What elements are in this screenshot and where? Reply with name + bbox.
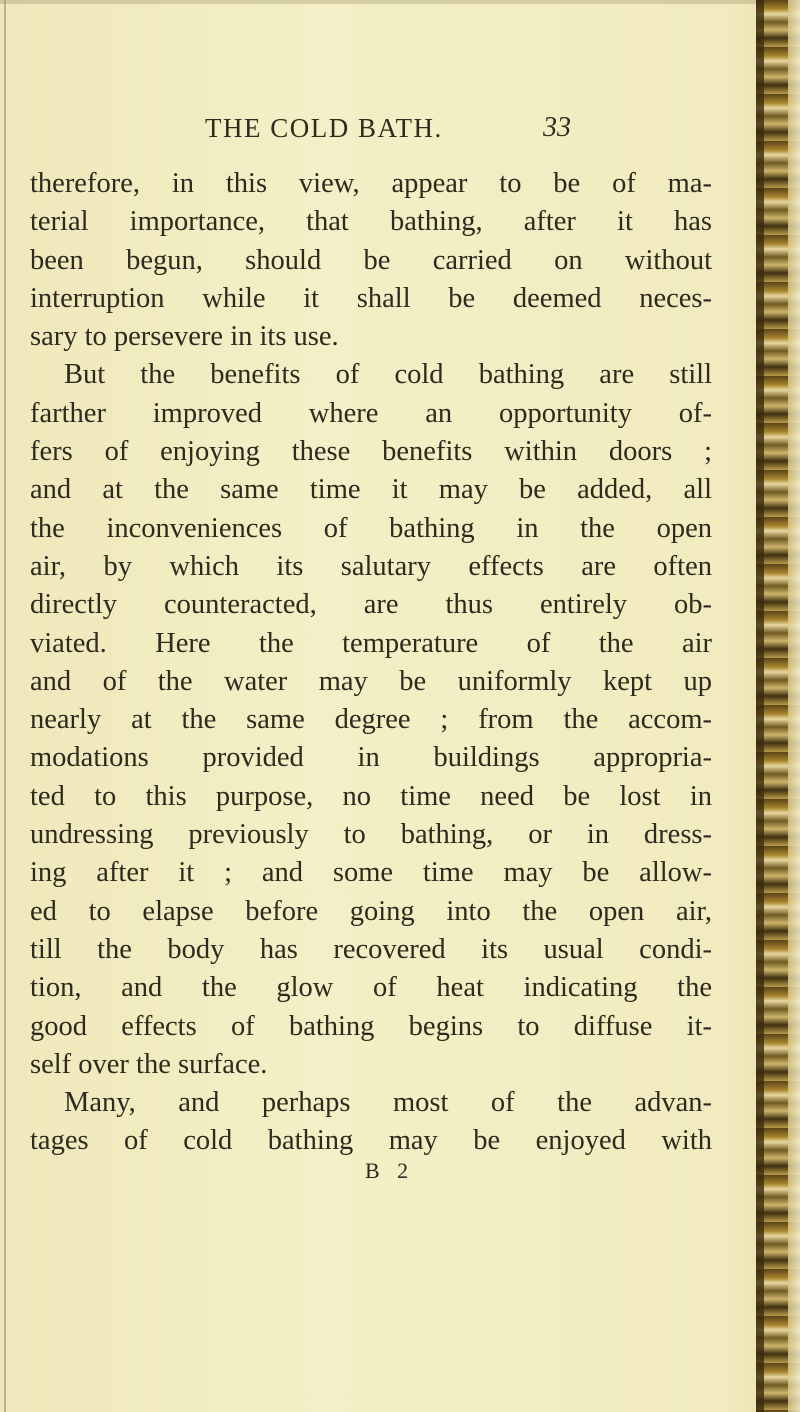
text-line: fers of enjoying these benefits within doors ;	[30, 436, 712, 468]
text-line: Many, and perhaps most of the advan-	[64, 1087, 712, 1119]
text-line: been begun, should be carried on without	[30, 244, 712, 276]
page-header	[200, 113, 670, 153]
text-line: farther improved where an opportunity of-	[30, 397, 712, 429]
text-line: tion, and the glow of heat indicating the	[30, 972, 712, 1004]
text-line: terial importance, that bathing, after it has	[30, 206, 712, 238]
text-line: till the body has recovered its usual condi-	[30, 933, 712, 965]
text-line: therefore, in this view, appear to be of ma-	[30, 168, 712, 199]
text-line: directly counteracted, are thus entirely ob-	[30, 589, 712, 621]
text-line: and at the same time it may be added, all	[30, 474, 712, 506]
marbled-book-edge	[756, 0, 800, 1412]
text-line: ing after it ; and some time may be allow-	[30, 857, 712, 889]
text-line: the inconveniences of bathing in the open	[30, 512, 712, 544]
text-line: and of the water may be uniformly kept up	[30, 665, 712, 697]
text-line: interruption while it shall be deemed neces-	[30, 282, 712, 314]
text-line: viated. Here the temperature of the air	[30, 627, 712, 659]
text-line: self over the surface.	[30, 1048, 268, 1080]
text-line: modations provided in buildings appropria-	[30, 742, 712, 774]
signature-mark: B 2	[365, 1158, 415, 1183]
text-line: undressing previously to bathing, or in dress-	[30, 819, 712, 851]
running-title: THE COLD BATH.	[205, 113, 443, 143]
page-gutter-line	[4, 0, 6, 1412]
text-line: tages of cold bathing may be enjoyed with	[30, 1125, 712, 1157]
text-line: nearly at the same degree ; from the accom-	[30, 704, 712, 736]
page-top-shadow	[0, 0, 760, 4]
page-number: 33	[543, 112, 571, 143]
body-text	[30, 165, 712, 1161]
text-line: good effects of bathing begins to diffuse it-	[30, 1010, 712, 1042]
text-line: But the benefits of cold bathing are still	[64, 359, 712, 391]
text-line: air, by which its salutary effects are often	[30, 550, 712, 582]
text-line: sary to persevere in its use.	[30, 321, 339, 353]
text-line: ed to elapse before going into the open air,	[30, 895, 712, 927]
text-line: ted to this purpose, no time need be lost in	[30, 780, 712, 812]
